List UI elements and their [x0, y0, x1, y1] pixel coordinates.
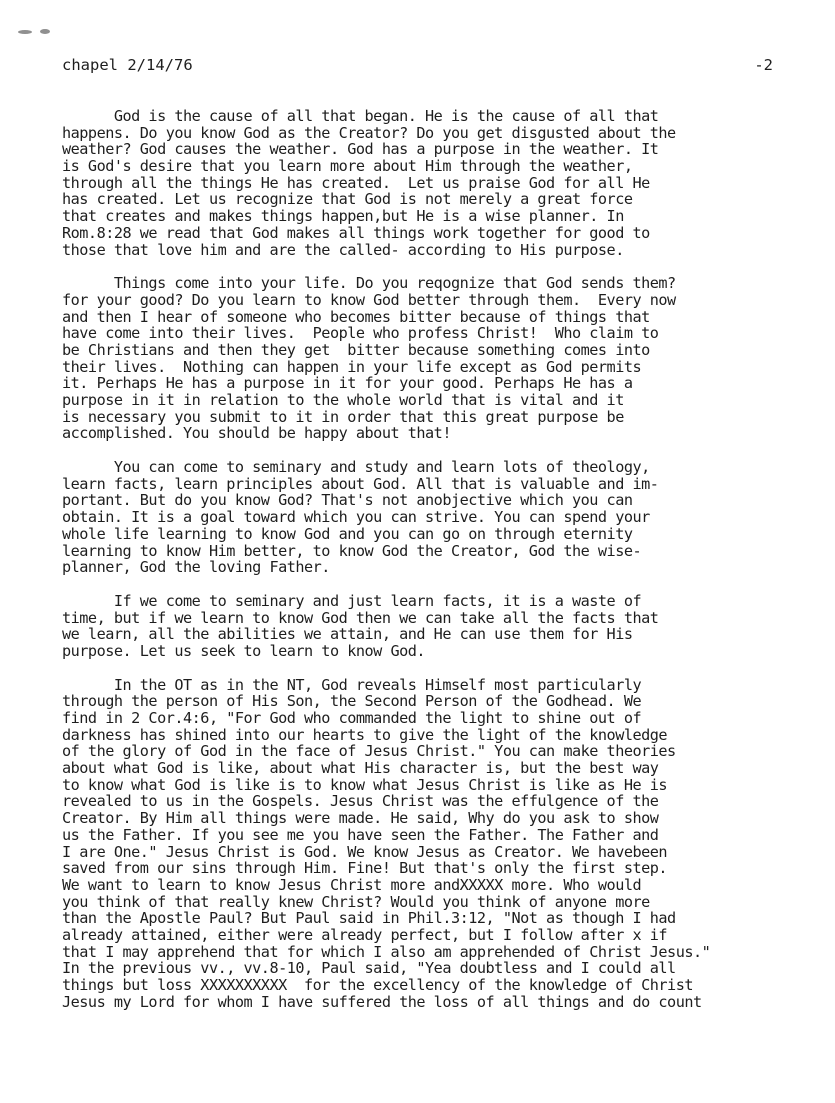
text-line: it. Perhaps He has a purpose in it for your good. Perhaps He has a — [62, 374, 633, 393]
page-header — [62, 56, 773, 80]
text-line: revealed to us in the Gospels. Jesus Christ was the effulgence of the — [62, 792, 659, 811]
text-line: has created. Let us recognize that God is not merely a great force — [62, 190, 633, 209]
text-line: have come into their lives. People who profess Christ! Who claim to — [62, 324, 659, 343]
text-line: find in 2 Cor.4:6, "For God who commanded the light to shine out of — [62, 709, 642, 727]
text-line: Rom.8:28 we read that God makes all things work together for good to — [62, 223, 650, 242]
text-line: portant. But do you know God? That's not anobjective which you can — [62, 491, 633, 510]
text-line: weather? God causes the weather. God has a purpose in the weather. It — [62, 140, 659, 159]
text-line: things but loss XXXXXXXXXX for the excellency of the knowledge of Christ — [62, 976, 693, 994]
text-line: accomplished. You should be happy about that! — [62, 424, 451, 443]
text-line: Things come into your life. Do you reqognize that God sends them? — [62, 274, 676, 293]
text-line: through all the things He has created. Let us praise God for all He — [62, 173, 650, 192]
text-line: Jesus my Lord for whom I have suffered the loss of all things and do count — [62, 992, 702, 1011]
text-line: happens. Do you know God as the Creator? Do you get disgusted about the — [62, 123, 676, 142]
text-line: for your good? Do you learn to know God better through them. Every now — [62, 290, 676, 309]
text-line: learn facts, learn principles about God. All that is valuable and im- — [62, 474, 659, 493]
header-date: chapel 2/14/76 — [62, 56, 193, 74]
text-line: In the previous vv., vv.8-10, Paul said, "Yea doubtless and I could all — [62, 959, 676, 978]
text-line: those that love him and are the called- according to His purpose. — [62, 240, 624, 259]
text-line: planner, God the loving Father. — [62, 558, 330, 577]
text-line: You can come to seminary and study and learn lots of theology, — [62, 458, 650, 477]
text-line: us the Father. If you see me you have seen the Father. The Father and — [62, 825, 659, 844]
paragraph — [62, 275, 777, 442]
text-line: is necessary you submit to it in order that this great purpose be — [62, 407, 624, 426]
text-line: through the person of His Son, the Second Person of the Godhead. We — [62, 692, 642, 711]
text-line: is God's desire that you learn more about Him through the weather, — [62, 157, 633, 176]
text-line: If we come to seminary and just learn facts, it is a waste of — [62, 591, 642, 610]
text-line: saved from our sins through Him. Fine! But that's only the first step. — [62, 859, 668, 878]
text-line: that creates and makes things happen,but He is a wise planner. In — [62, 207, 624, 226]
text-line: of the glory of God in the face of Jesus Christ." You can make theories — [62, 742, 676, 761]
paragraph — [62, 459, 777, 576]
text-line: their lives. Nothing can happen in your life except as God permits — [62, 357, 642, 376]
text-line: We want to learn to know Jesus Christ more andXXXXX more. Who would — [62, 875, 642, 894]
text-line: about what God is like, about what His character is, but the best way — [62, 759, 659, 778]
text-line: obtain. It is a goal toward which you can strive. You can spend your — [62, 508, 650, 527]
text-line: learning to know Him better, to know God the Creator, God the wise- — [62, 541, 642, 560]
paragraph — [62, 593, 777, 660]
text-line: already attained, either were already perfect, but I follow after x if — [62, 925, 668, 944]
text-line: Creator. By Him all things were made. He said, Why do you ask to show — [62, 809, 659, 828]
text-line: purpose in it in relation to the whole world that is vital and it — [62, 391, 624, 409]
text-line: to know what God is like is to know what Jesus Christ is like as He is — [62, 775, 668, 794]
paragraph — [62, 108, 777, 258]
text-line: we learn, all the abilities we attain, and He can use them for His — [62, 625, 633, 644]
text-line: God is the cause of all that began. He is the cause of all that — [62, 107, 659, 125]
text-line: be Christians and then they get bitter because something comes into — [62, 340, 650, 359]
paragraph — [62, 677, 777, 1011]
text-line: and then I hear of someone who becomes bitter because of things that — [62, 307, 650, 326]
ink-smudge-mark — [18, 30, 32, 34]
text-line: you think of that really knew Christ? Would you think of anyone more — [62, 892, 650, 911]
text-line: purpose. Let us seek to learn to know God. — [62, 641, 426, 660]
text-line: than the Apostle Paul? But Paul said in Phil.3:12, "Not as though I had — [62, 909, 676, 928]
document-body — [62, 108, 777, 1027]
ink-smudge-mark — [40, 29, 50, 34]
text-line: In the OT as in the NT, God reveals Himself most particularly — [62, 675, 642, 694]
text-line: time, but if we learn to know God then we can take all the facts that — [62, 608, 659, 627]
text-line: I are One." Jesus Christ is God. We know Jesus as Creator. We havebeen — [62, 842, 668, 861]
text-line: that I may apprehend that for which I also am apprehended of Christ Jesus." — [62, 942, 711, 961]
text-line: darkness has shined into our hearts to give the light of the knowledge — [62, 725, 668, 744]
text-line: whole life learning to know God and you can go on through eternity — [62, 524, 633, 543]
page-number: -2 — [754, 56, 773, 74]
